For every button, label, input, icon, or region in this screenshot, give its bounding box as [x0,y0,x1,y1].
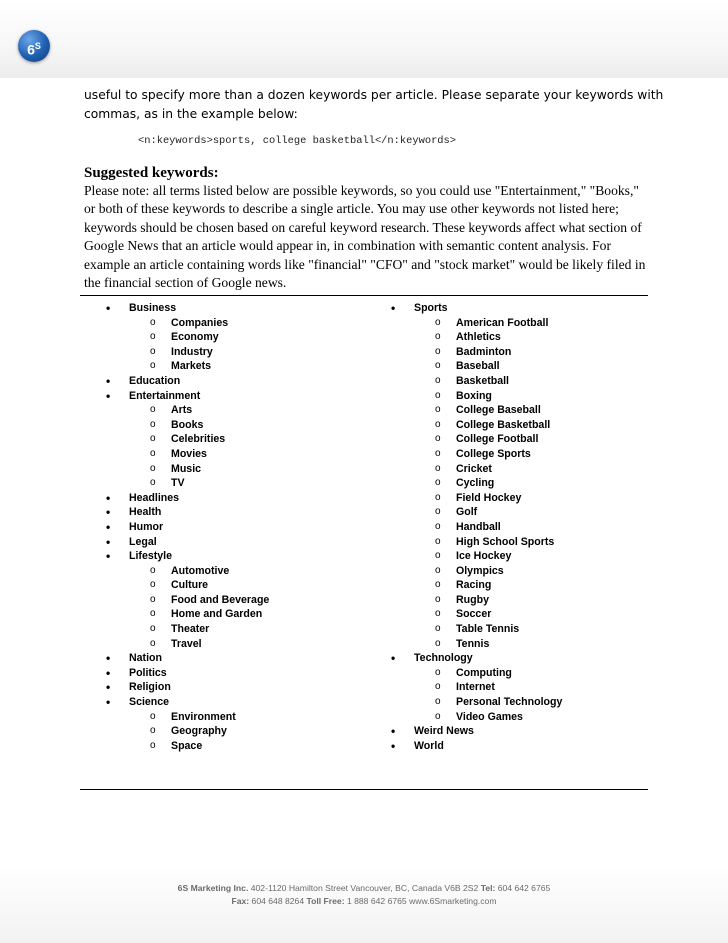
keyword-item [104,374,354,389]
keyword-item [389,739,629,754]
footer-tollfree: 1 888 642 6765 [346,896,407,906]
sub-keyword-item: o Personal Technology [414,695,629,710]
sub-keyword-item: o Space [129,739,354,754]
sub-keyword-item: o Companies [129,316,354,331]
sub-keyword-item: o Field Hockey [414,491,629,506]
sub-keyword-item: o College Baseball [414,403,629,418]
keyword-item [389,301,629,651]
sub-keyword-item: o Computing [414,666,629,681]
keyword-list-left [104,301,354,753]
sub-keyword-item: o Theater [129,622,354,637]
sub-keyword-list [414,666,629,724]
keyword-label: Humor [129,520,164,533]
keyword-label: Nation [129,652,162,665]
keyword-item [104,389,354,491]
table-bottom-rule [80,789,648,790]
footer-contact-line [0,896,728,906]
sub-keyword-item: o Industry [129,345,354,360]
sub-keyword-item: o Boxing [414,389,629,404]
sub-keyword-item: o Handball [414,520,629,535]
sub-keyword-item: o Arts [129,403,354,418]
sub-keyword-item: o Basketball [414,374,629,389]
keyword-list-right [389,301,629,753]
footer-address-line [0,883,728,893]
sub-keyword-item: o Celebrities [129,432,354,447]
keyword-item [104,520,354,535]
sub-keyword-item: o Environment [129,710,354,725]
footer-address: 402-1120 Hamilton Street Vancouver, BC, Canada V6B 2S2 [250,883,479,893]
keyword-item [389,724,629,739]
sub-keyword-item: o Ice Hockey [414,549,629,564]
footer-fax: 604 648 8264 [251,896,305,906]
note-paragraph: Please note: all terms listed below are possible keywords, so you could use "Entertainment," "Books," or both of these keywords to describe a single article. You may use other keywords not listed here; keywords should be chosen based on careful keyword research. These keywords affect what section of Google News that an article would appear in, in combination with semantic content analysis. For example an article containing words like "financial" "CFO" and "stock market" would be likely filed in the financial section of Google news. [84,183,646,291]
footer-tel: 604 642 6765 [497,883,551,893]
keyword-item [104,535,354,550]
sub-keyword-item: o Rugby [414,593,629,608]
sub-keyword-item: o Music [129,462,354,477]
page-header [0,0,728,78]
sub-keyword-item: o Cycling [414,476,629,491]
keyword-item [104,651,354,666]
intro-paragraph: useful to specify more than a dozen keywords per article. Please separate your keywords with commas, as in the example below: [84,88,664,121]
table-top-rule [80,295,648,296]
keyword-label: Entertainment [129,389,201,402]
sub-keyword-item: o Books [129,418,354,433]
keyword-item [104,491,354,506]
sub-keyword-item: o Internet [414,680,629,695]
code-example: <n:keywords>sports, college basketball</n:keywords> [138,135,457,147]
section-heading: Suggested keywords: [84,165,219,181]
keyword-label: Religion [129,681,171,694]
keyword-label: Legal [129,535,157,548]
sub-keyword-item: o Movies [129,447,354,462]
sub-keyword-item: o Tennis [414,637,629,652]
sub-keyword-item: o College Football [414,432,629,447]
sub-keyword-item: o Table Tennis [414,622,629,637]
footer-tel-label: Tel: [480,883,496,893]
sub-keyword-item: o Athletics [414,330,629,345]
footer-fax-label: Fax: [231,896,250,906]
sub-keyword-item: o TV [129,476,354,491]
keyword-label: World [414,739,444,752]
keyword-label: Education [129,374,181,387]
keyword-item [104,301,354,374]
sub-keyword-list [414,316,629,652]
sub-keyword-item: o Travel [129,637,354,652]
sub-keyword-item: o Cricket [414,462,629,477]
keyword-label: Lifestyle [129,550,172,563]
keyword-label: Politics [129,666,167,679]
footer-website: www.6Smarketing.com [409,896,497,906]
footer-company: 6S Marketing Inc. [177,883,249,893]
sub-keyword-item: o Golf [414,505,629,520]
sub-keyword-item: o Racing [414,578,629,593]
sub-keyword-item: o Soccer [414,607,629,622]
sub-keyword-item: o College Sports [414,447,629,462]
sub-keyword-item: o Home and Garden [129,607,354,622]
keyword-item [104,505,354,520]
keyword-item [389,651,629,724]
sub-keyword-item: o Markets [129,359,354,374]
keyword-label: Health [129,506,162,519]
keyword-item [104,549,354,651]
sub-keyword-item: o Video Games [414,710,629,725]
company-logo: $6^S$ [18,30,50,62]
sub-keyword-list [129,710,354,754]
sub-keyword-item: o American Football [414,316,629,331]
sub-keyword-list [129,564,354,652]
keyword-label: Weird News [414,725,474,738]
keyword-label: Sports [414,302,448,314]
sub-keyword-item: o Badminton [414,345,629,360]
sub-keyword-item: o Olympics [414,564,629,579]
keyword-label: Technology [414,652,473,665]
sub-keyword-list [129,316,354,374]
keyword-label: Science [129,696,170,709]
sub-keyword-list [129,403,354,491]
sub-keyword-item: o Baseball [414,359,629,374]
sub-keyword-item: o Geography [129,724,354,739]
sub-keyword-item: o Culture [129,578,354,593]
keyword-item [104,666,354,681]
sub-keyword-item: o Food and Beverage [129,593,354,608]
sub-keyword-item: o High School Sports [414,535,629,550]
keyword-item [104,695,354,753]
sub-keyword-item: o Automotive [129,564,354,579]
keyword-label: Business [129,302,177,314]
keyword-label: Headlines [129,491,180,504]
footer-tollfree-label: Toll Free: [306,896,345,906]
sub-keyword-item: o Economy [129,330,354,345]
keyword-item [104,680,354,695]
sub-keyword-item: o College Basketball [414,418,629,433]
